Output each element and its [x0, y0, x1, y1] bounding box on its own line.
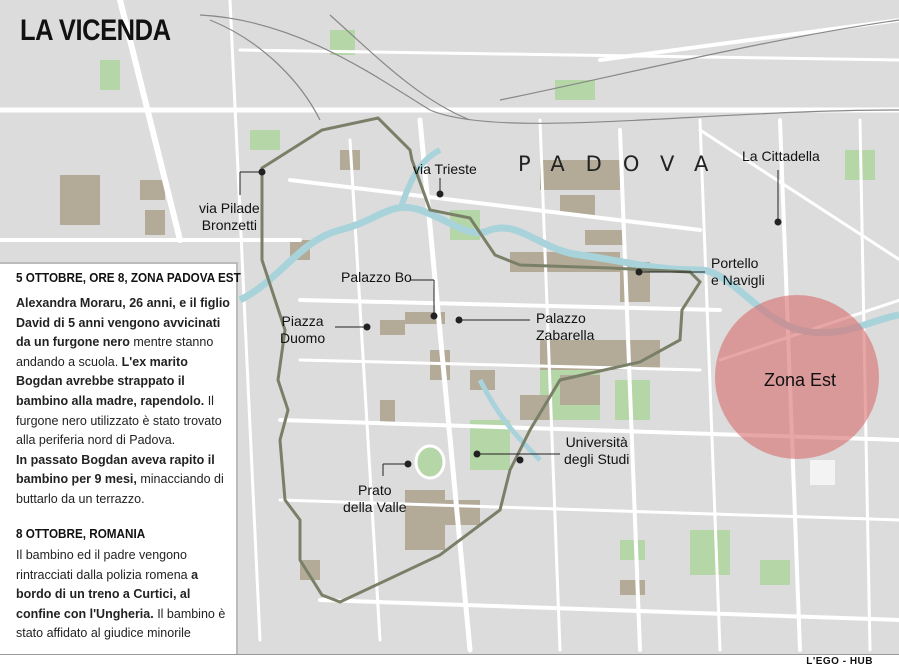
- prato-della-valle-ellipse: [416, 446, 444, 478]
- park: [555, 80, 595, 100]
- label-universita: Università degli Studi: [564, 434, 630, 467]
- label-palazzo-bo: Palazzo Bo: [341, 269, 412, 285]
- building-block: [380, 400, 395, 425]
- park: [760, 560, 790, 585]
- panel-paragraph-3: [16, 546, 236, 644]
- building-block: [620, 580, 645, 595]
- panel-heading-1: 5 OTTOBRE, ORE 8, ZONA PADOVA EST: [16, 270, 241, 285]
- panel-heading-2: 8 OTTOBRE, ROMANIA: [16, 526, 146, 541]
- label-palazzo-zabarella: Palazzo Zabarella: [536, 310, 595, 343]
- building-block: [445, 500, 480, 525]
- building-block: [810, 460, 835, 485]
- panel-paragraph-1: [16, 294, 236, 510]
- building-block: [140, 180, 165, 200]
- park: [690, 530, 730, 575]
- building-block: [520, 395, 550, 420]
- label-via-pilade-bronzetti: via Pilade Bronzetti: [199, 200, 260, 233]
- building-block: [380, 320, 405, 335]
- p1-bold-2: L'ex marito Bogdan avrebbe strappato il bambino alla madre, rapendolo.: [16, 354, 205, 408]
- story-panel: [0, 262, 241, 656]
- p3-normal-1: Il bambino ed il padre vengono rintracciati dalla polizia romena: [16, 548, 192, 582]
- park: [250, 130, 280, 150]
- building-block: [60, 175, 100, 225]
- label-piazza-duomo: Piazza Duomo: [280, 313, 326, 346]
- building-block: [585, 230, 625, 245]
- park: [100, 60, 120, 90]
- p2-bold: In passato Bogdan aveva rapito il bambino per 9 mesi,: [16, 452, 215, 487]
- label-zona-est: Zona Est: [764, 370, 837, 390]
- p1-bold-1: Alexandra Moraru, 26 anni, e il figlio David di 5 anni vengono avvicinati da un furgone nero: [16, 296, 230, 350]
- park: [620, 540, 645, 560]
- marker-dot: [517, 457, 523, 463]
- marker-dot: [259, 169, 265, 175]
- city-label: PADOVA: [518, 152, 730, 176]
- p3-normal-2: Il bambino è stato affidato al giudice minorile: [16, 606, 226, 641]
- label-via-trieste: via Trieste: [413, 161, 477, 177]
- label-portello-navigli: Portello e Navigli: [711, 255, 765, 288]
- page-title: LA VICENDA: [20, 14, 171, 47]
- footer-bar: [0, 654, 899, 670]
- p2-normal: minacciando di buttarlo da un terrazzo.: [16, 472, 224, 506]
- building-block: [145, 210, 165, 235]
- building-block: [405, 490, 445, 550]
- p3-bold: a bordo di un treno a Curtici, al confine con l'Ungheria.: [16, 567, 199, 621]
- credit-label: L'EGO - HUB: [806, 656, 873, 667]
- p1-normal-1: mentre stanno andando a scuola.: [16, 335, 214, 369]
- label-la-cittadella: La Cittadella: [742, 148, 820, 164]
- p1-normal-2: Il furgone nero utilizzato è stato trovato alla periferia nord di Padova.: [16, 393, 222, 448]
- label-prato-della-valle: Prato della Valle: [343, 482, 407, 515]
